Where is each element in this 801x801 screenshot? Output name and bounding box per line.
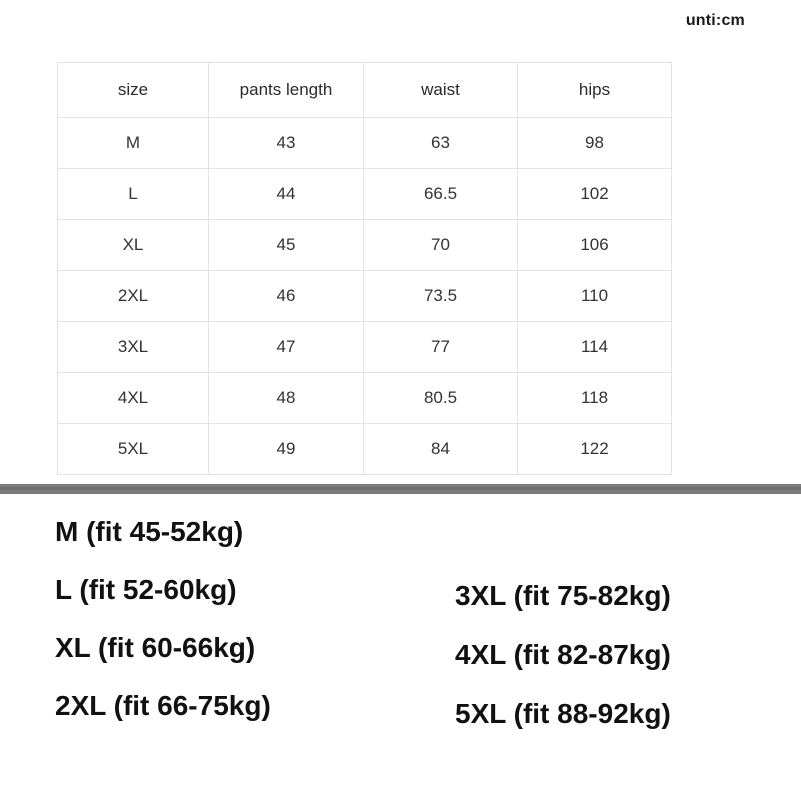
table-header-row (58, 63, 672, 118)
weight-guide-item: M (fit 45-52kg) (55, 516, 244, 547)
weight-guide-item: 2XL (fit 66-75kg) (55, 690, 271, 721)
column-header-waist: waist (364, 63, 518, 118)
table-row (58, 169, 672, 220)
cell-waist: 70 (364, 220, 518, 271)
section-divider (0, 484, 801, 494)
cell-pants-length: 49 (209, 424, 364, 475)
cell-waist: 63 (364, 118, 518, 169)
cell-size: M (58, 118, 209, 169)
weight-guide-left-column (55, 518, 271, 750)
table-row (58, 373, 672, 424)
cell-pants-length: 44 (209, 169, 364, 220)
size-table (57, 62, 672, 475)
weight-guide-item: L (fit 52-60kg) (55, 574, 237, 605)
cell-waist: 77 (364, 322, 518, 373)
cell-pants-length: 46 (209, 271, 364, 322)
cell-waist: 73.5 (364, 271, 518, 322)
weight-guide-right-column (455, 582, 671, 759)
cell-hips: 102 (518, 169, 672, 220)
cell-waist: 84 (364, 424, 518, 475)
table-row (58, 424, 672, 475)
unit-note: unti:cm (685, 12, 745, 29)
table-row (58, 271, 672, 322)
cell-pants-length: 47 (209, 322, 364, 373)
table-row (58, 322, 672, 373)
cell-pants-length: 48 (209, 373, 364, 424)
cell-hips: 118 (518, 373, 672, 424)
cell-hips: 122 (518, 424, 672, 475)
cell-pants-length: 43 (209, 118, 364, 169)
cell-size: 5XL (58, 424, 209, 475)
cell-waist: 66.5 (364, 169, 518, 220)
weight-guide-item: 4XL (fit 82-87kg) (455, 639, 671, 670)
cell-size: 3XL (58, 322, 209, 373)
cell-pants-length: 45 (209, 220, 364, 271)
weight-guide-item: XL (fit 60-66kg) (55, 632, 256, 663)
weight-guide-item: 5XL (fit 88-92kg) (455, 698, 671, 729)
cell-size: L (58, 169, 209, 220)
cell-size: XL (58, 220, 209, 271)
cell-waist: 80.5 (364, 373, 518, 424)
column-header-size: size (58, 63, 209, 118)
weight-guide-item: 3XL (fit 75-82kg) (455, 580, 671, 611)
cell-hips: 110 (518, 271, 672, 322)
cell-hips: 106 (518, 220, 672, 271)
divider-line (0, 487, 801, 490)
table-row (58, 220, 672, 271)
table-row (58, 118, 672, 169)
cell-size: 4XL (58, 373, 209, 424)
column-header-pants-length: pants length (209, 63, 364, 118)
cell-hips: 114 (518, 322, 672, 373)
cell-size: 2XL (58, 271, 209, 322)
size-table-container (57, 62, 671, 475)
cell-hips: 98 (518, 118, 672, 169)
weight-guide-section (0, 500, 801, 800)
column-header-hips: hips (518, 63, 672, 118)
